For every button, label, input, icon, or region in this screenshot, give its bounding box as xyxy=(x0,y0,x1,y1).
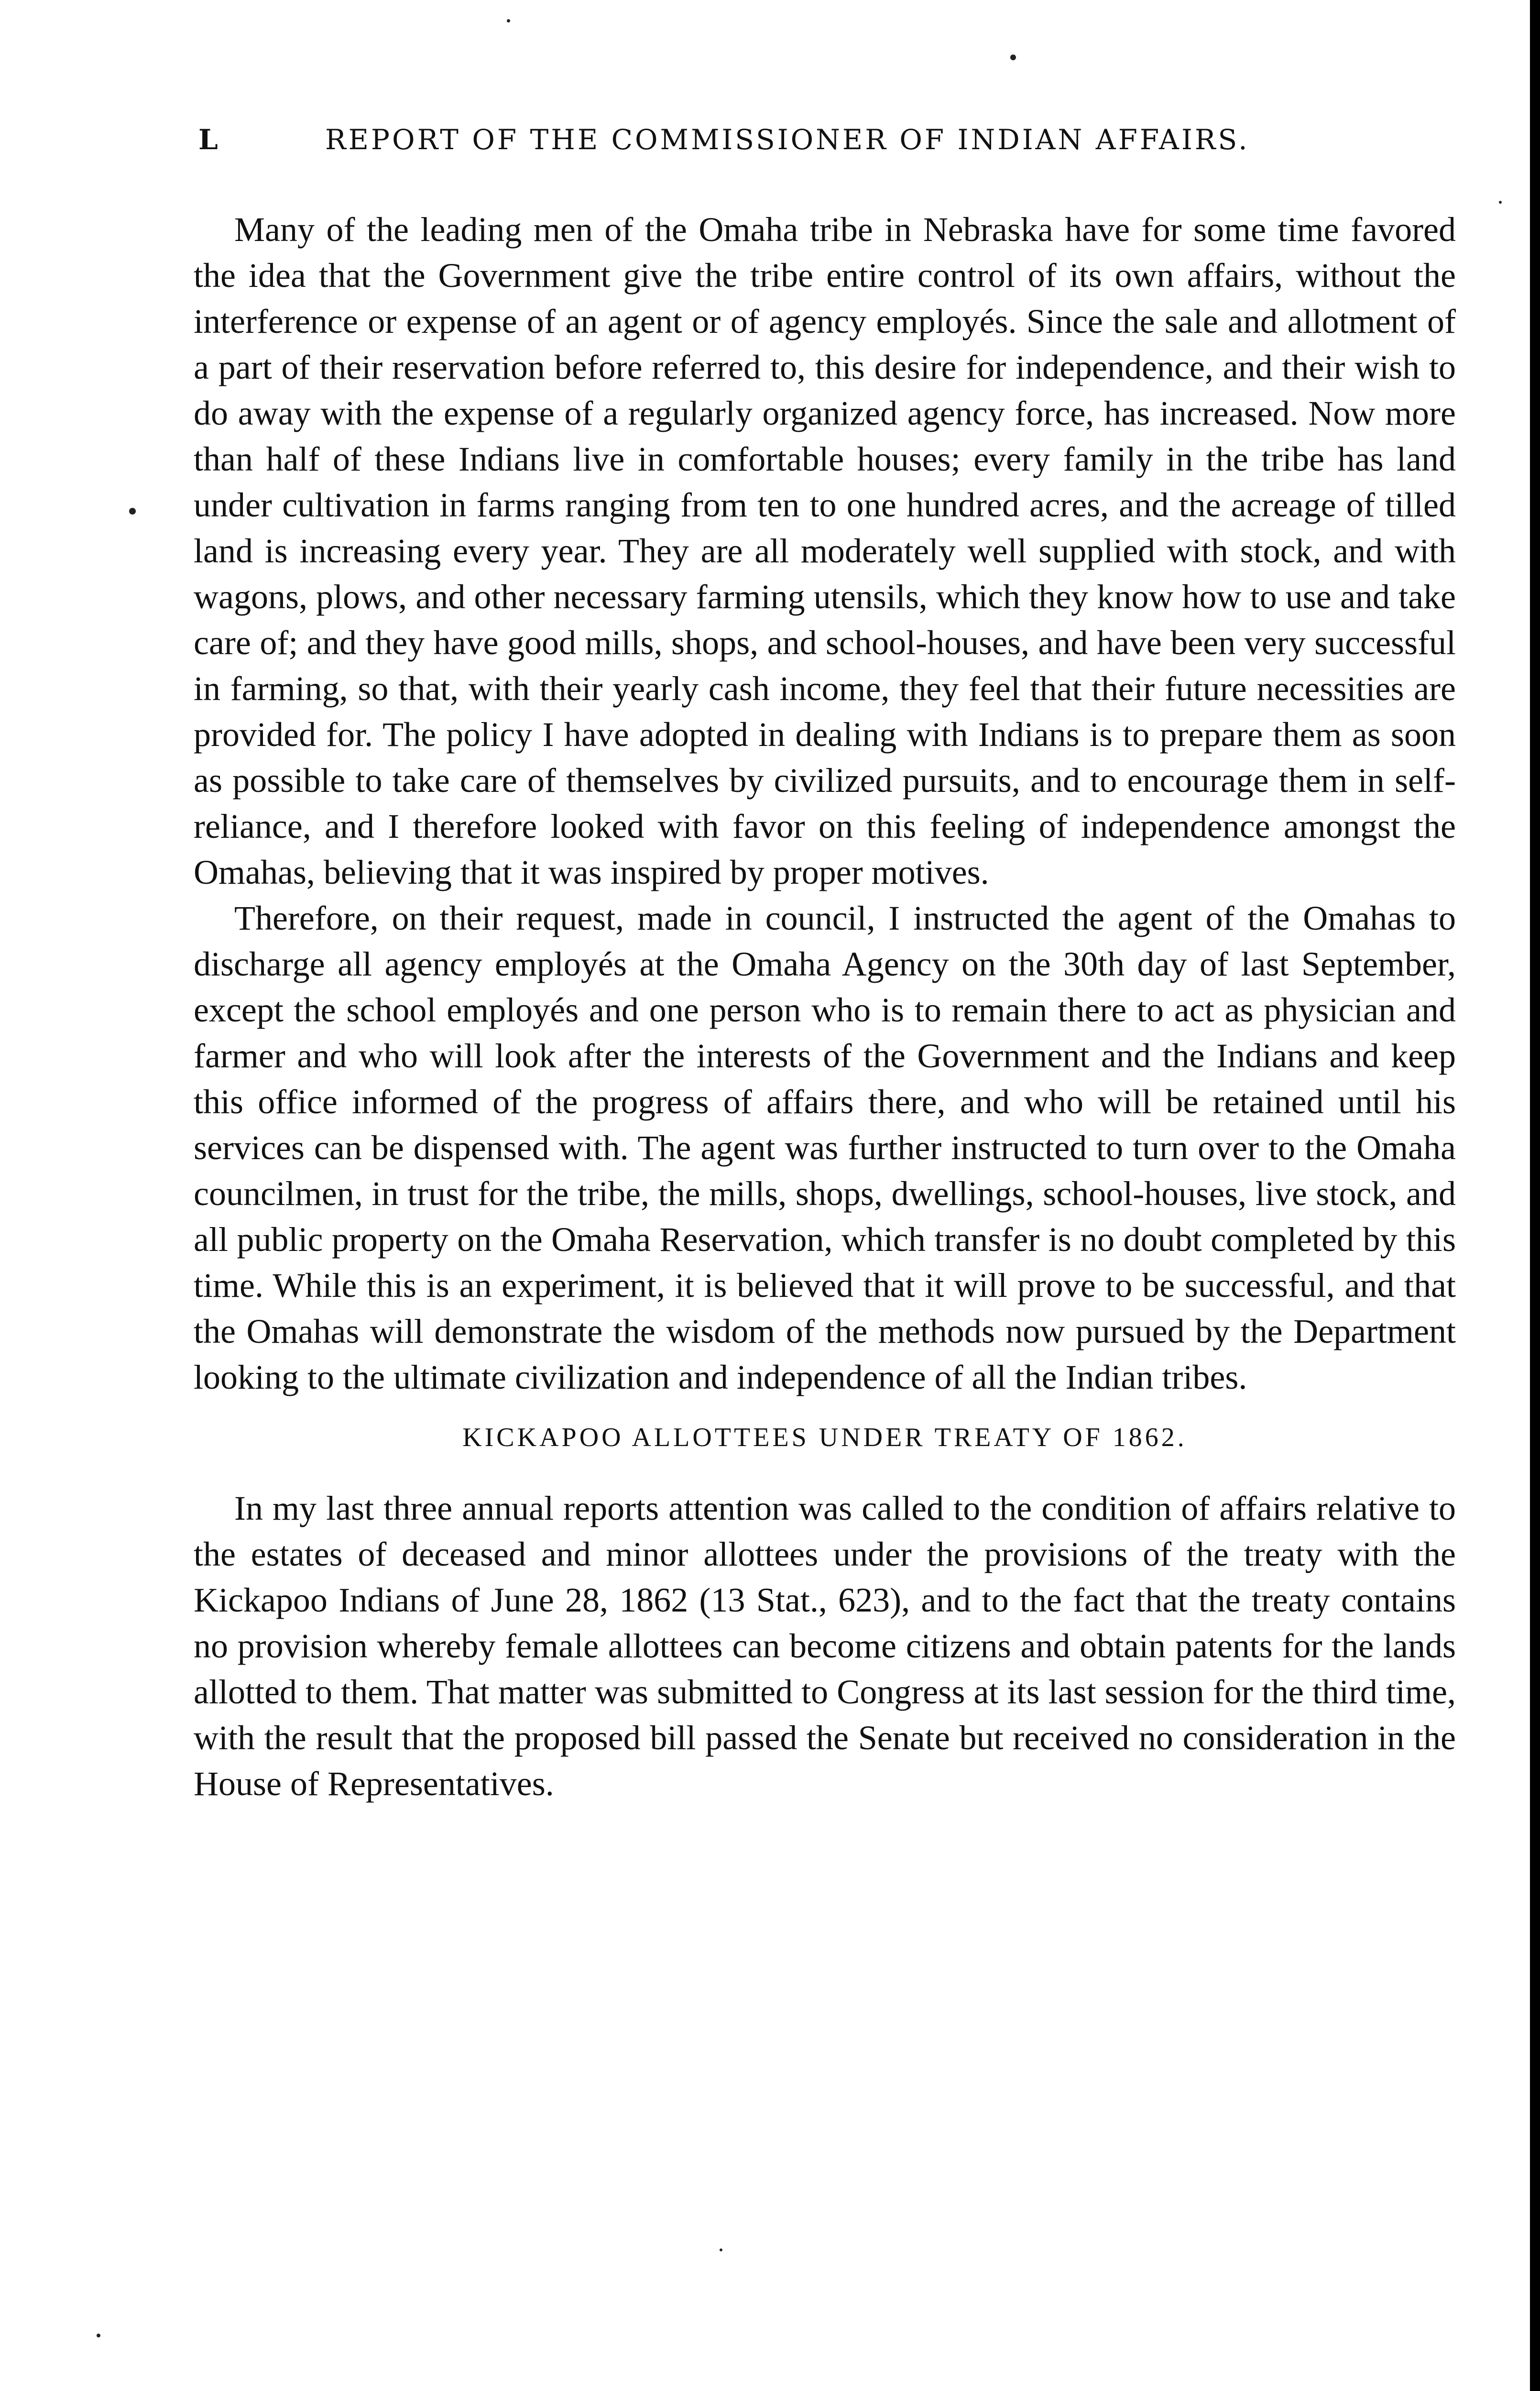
page-number: L xyxy=(198,123,218,156)
scan-speck xyxy=(1010,55,1016,60)
running-title: REPORT OF THE COMMISSIONER OF INDIAN AFFAIRS. xyxy=(325,123,1250,156)
body-text xyxy=(194,207,1456,1807)
scan-speck xyxy=(97,2334,100,2337)
scan-speck xyxy=(129,508,136,515)
scan-speck xyxy=(720,2248,722,2251)
page-header xyxy=(198,123,1351,166)
scan-speck xyxy=(507,19,510,22)
section-heading: KICKAPOO ALLOTTEES UNDER TREATY OF 1862. xyxy=(462,1423,1187,1452)
paragraph-omaha-agency-discharge: Therefore, on their request, made in council, I instructed the agent of the Omahas to discharge all agency employés at the Omaha Agency on the 30th day of last September, except the school employés and one person who is to remain there to act as physician and farmer and who will look after the interests of the Government and the Indians and keep this office informed of the progress of affairs there, and who will be retained until his services can be dispensed with. The agent was further instructed to turn over to the Omaha councilmen, in trust for the tribe, the mills, shops, dwellings, school-houses, live stock, and all public property on the Omaha Reservation, which transfer is no doubt completed by this time. While this is an experiment, it is believed that it will prove to be successful, and that the Omahas will demonstrate the wisdom of the methods now pursued by the Department looking to the ultimate civilization and independence of all the Indian tribes. xyxy=(194,899,1456,1396)
scan-speck xyxy=(1499,201,1502,204)
paragraph-omaha-independence: Many of the leading men of the Omaha tribe in Nebraska have for some time favored the idea that the Government give the tribe entire control of its own affairs, without the interference or expense of an agent or of agency employés. Since the sale and allotment of a part of their reservation before referred to, this desire for independence, and their wish to do away with the expense of a regularly organized agency force, has increased. Now more than half of these Indians live in comfortable houses; every family in the tribe has land under cultivation in farms ranging from ten to one hundred acres, and the acreage of tilled land is increasing every year. They are all moderately well supplied with stock, and with wagons, plows, and other necessary farming utensils, which they know how to use and take care of; and they have good mills, shops, and school-houses, and have been very successful in farming, so that, with their yearly cash income, they feel that their future necessities are provided for. The policy I have adopted in dealing with Indians is to prepare them as soon as possible to take care of themselves by civilized pursuits, and to encourage them in self-reliance, and I therefore looked with favor on this feeling of independence amongst the Omahas, believing that it was inspired by proper motives. xyxy=(194,210,1456,891)
paragraph-kickapoo-allottees: In my last three annual reports attention was called to the condition of affairs relative to the estates of deceased and minor allottees under the provisions of the treaty with the Kickapoo Indians of June 28, 1862 (13 Stat., 623), and to the fact that the treaty contains no provision whereby female allottees can become citizens and obtain patents for the lands allotted to them. That matter was submitted to Congress at its last session for the third time, with the result that the proposed bill passed the Senate but received no consideration in the House of Representatives. xyxy=(194,1489,1456,1803)
